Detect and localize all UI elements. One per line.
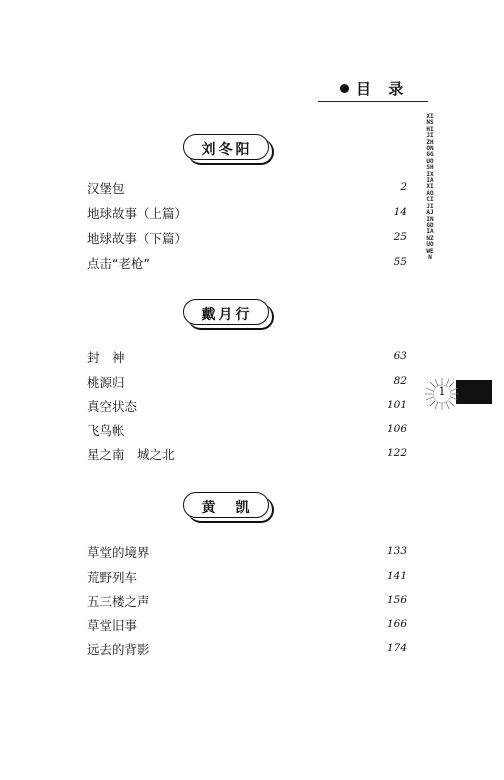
toc-entry[interactable]: [87, 348, 407, 366]
page-number: 1: [438, 385, 446, 398]
entry-page: 101: [386, 399, 407, 411]
toc-entry[interactable]: [87, 229, 407, 247]
author-name: 黄 凯: [201, 500, 253, 516]
toc-entry[interactable]: [87, 254, 407, 272]
toc-entry[interactable]: [87, 179, 407, 197]
page-edge-tab: [456, 380, 492, 404]
entry-page: 14: [393, 206, 407, 218]
entry-title: 真空状态: [87, 399, 138, 414]
author-pill: [183, 134, 269, 160]
entry-page: 133: [386, 545, 407, 557]
author-name: 戴月行: [201, 307, 253, 323]
entry-title: 地球故事（上篇）: [87, 206, 188, 221]
entry-page: 63: [393, 350, 407, 362]
entry-page: 166: [386, 618, 407, 630]
toc-entry[interactable]: [87, 397, 407, 415]
entry-title: 桃源归: [87, 375, 125, 390]
entry-page: 174: [386, 642, 407, 654]
toc-entry[interactable]: [87, 640, 407, 658]
entry-title: 封 神: [87, 350, 125, 365]
entry-page: 156: [386, 594, 407, 606]
entry-title: 地球故事（下篇）: [87, 231, 188, 246]
toc-entry[interactable]: [87, 616, 407, 634]
entry-page: 82: [393, 375, 407, 387]
page-number-badge: [424, 377, 460, 411]
page-title: 目 录: [356, 80, 410, 98]
bullet-icon: [340, 84, 349, 93]
entry-title: 荒野列车: [87, 570, 138, 585]
entry-page: 106: [386, 423, 407, 435]
toc-header: [318, 78, 428, 100]
entry-title: 五三楼之声: [87, 594, 150, 609]
entry-page: 141: [386, 570, 407, 582]
author-pill: [183, 299, 269, 325]
entry-title: 草堂的境界: [87, 545, 150, 560]
author-pill: [183, 492, 269, 518]
author-name: 刘冬阳: [201, 142, 253, 158]
entry-title: 远去的背影: [87, 642, 150, 657]
toc-entry[interactable]: [87, 592, 407, 610]
toc-entry[interactable]: [87, 543, 407, 561]
toc-entry[interactable]: [87, 445, 407, 463]
entry-title: 飞鸟帐: [87, 423, 125, 438]
entry-page: 55: [393, 256, 407, 268]
entry-title: 星之南 城之北: [87, 447, 175, 462]
header-rule: [318, 101, 428, 102]
toc-entry[interactable]: [87, 568, 407, 586]
entry-title: 点击“老枪”: [87, 256, 150, 271]
entry-title: 草堂旧事: [87, 618, 138, 633]
entry-page: 2: [400, 181, 407, 193]
entry-page: 25: [393, 231, 407, 243]
entry-title: 汉堡包: [87, 181, 125, 196]
toc-entry[interactable]: [87, 421, 407, 439]
vertical-series-text: XINSHIJIZHONGGUOSHIXIAXIAOCIJIAJINGDIANZUOWEN: [426, 113, 434, 261]
entry-page: 122: [386, 447, 407, 459]
toc-entry[interactable]: [87, 373, 407, 391]
toc-entry[interactable]: [87, 204, 407, 222]
